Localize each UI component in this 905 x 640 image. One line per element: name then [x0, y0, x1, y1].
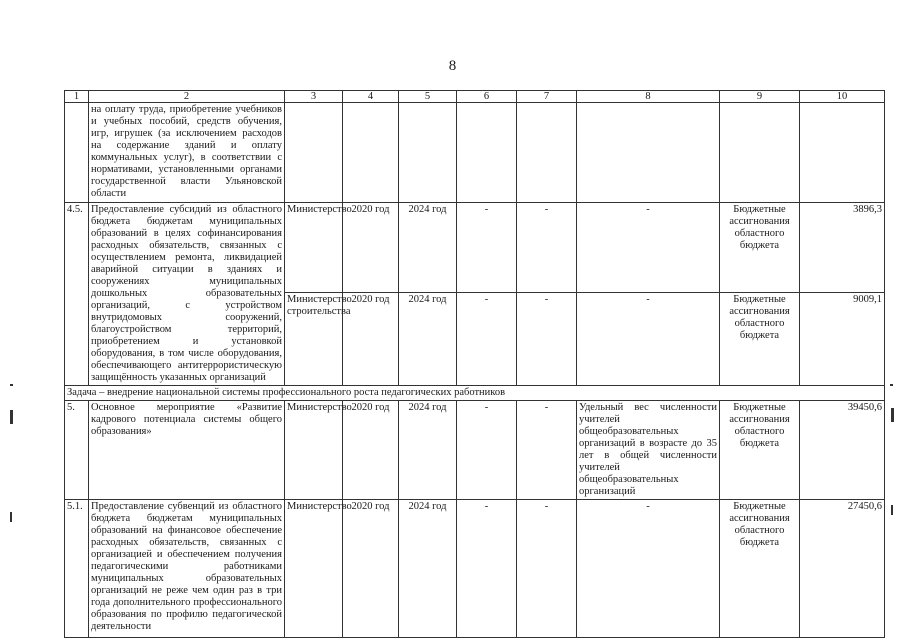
scan-mark: [890, 384, 893, 386]
end-year-cell: 2024 год: [399, 293, 457, 386]
dash-cell: -: [577, 500, 720, 638]
scan-mark: [10, 512, 12, 522]
row-number-cell: 4.5.: [65, 203, 89, 386]
dash-cell: -: [517, 203, 577, 293]
measure-name-cell: Предоставление субсидий из областного бюджета бюджетам муниципальных образований в целях софинансирования расходных обязательств, связанных с осуществлением ремонта, ликвидацией аварийной ситуации в зданиях и сооружениях муниципальных дошкольных образовательных организаций, с устройством внутридомовых сооружений, благоустройством территорий, приобретением и установкой оборудования, в том числе оборудования, обеспечивающего антитеррористическую защищённость указанных организаций: [89, 203, 285, 386]
amount-cell: 3896,3: [800, 203, 885, 293]
dash-cell: -: [517, 500, 577, 638]
header-cell: 8: [577, 91, 720, 103]
row-number-cell: [65, 103, 89, 203]
header-cell: 10: [800, 91, 885, 103]
executor-cell: Министерство строительства: [285, 293, 343, 386]
executor-cell: Министерство: [285, 500, 343, 638]
scan-mark: [891, 505, 893, 515]
funding-source-cell: Бюджетные ассигнования областного бюджета: [720, 401, 800, 500]
row-number-cell: 5.1.: [65, 500, 89, 638]
start-year-cell: 2020 год: [343, 293, 399, 386]
dash-cell: -: [457, 401, 517, 500]
header-cell: 5: [399, 91, 457, 103]
header-cell: 3: [285, 91, 343, 103]
dash-cell: -: [517, 401, 577, 500]
dash-cell: -: [517, 293, 577, 386]
task-heading: Задача – внедрение национальной системы профессионального роста педагогических работников: [65, 386, 885, 401]
scan-mark: [10, 410, 13, 424]
executor-cell: Министерство: [285, 203, 343, 293]
funding-source-cell: Бюджетные ассигнования областного бюджета: [720, 293, 800, 386]
amount-cell: 39450,6: [800, 401, 885, 500]
table-row: [65, 500, 885, 638]
start-year-cell: 2020 год: [343, 401, 399, 500]
end-year-cell: 2024 год: [399, 203, 457, 293]
header-cell: 7: [517, 91, 577, 103]
header-cell: 1: [65, 91, 89, 103]
header-cell: 2: [89, 91, 285, 103]
end-year-cell: 2024 год: [399, 500, 457, 638]
table-row: [65, 203, 885, 293]
dash-cell: -: [457, 203, 517, 293]
amount-cell: 9009,1: [800, 293, 885, 386]
row-number-cell: 5.: [65, 401, 89, 500]
header-cell: 9: [720, 91, 800, 103]
task-row: [65, 386, 885, 401]
funding-source-cell: Бюджетные ассигнования областного бюджета: [720, 203, 800, 293]
start-year-cell: 2020 год: [343, 500, 399, 638]
dash-cell: -: [457, 500, 517, 638]
table-header-row: [65, 91, 885, 103]
start-year-cell: 2020 год: [343, 203, 399, 293]
table-row: [65, 401, 885, 500]
header-cell: 6: [457, 91, 517, 103]
table-row: [65, 103, 885, 203]
measure-name-cell: Предоставление субвенций из областного бюджета бюджетам муниципальных образований на финансовое обеспечение расходных обязательств, связанных с организацией и обеспечением получения педагогическими работниками муниципальных образовательных организаций не реже чем один раз в три года дополнительного профессионального образования по профилю педагогической деятельности: [89, 500, 285, 638]
scan-mark: [10, 384, 13, 386]
indicator-cell: Удельный вес численности учителей общеобразовательных организаций в возрасте до 35 лет в общей численности учителей общеобразовательных организаций: [577, 401, 720, 500]
dash-cell: -: [577, 203, 720, 293]
executor-cell: Министерство: [285, 401, 343, 500]
end-year-cell: 2024 год: [399, 401, 457, 500]
measure-name-cell: Основное мероприятие «Развитие кадрового потенциала системы общего образования»: [89, 401, 285, 500]
dash-cell: -: [457, 293, 517, 386]
scan-mark: [891, 408, 894, 422]
funding-source-cell: Бюджетные ассигнования областного бюджета: [720, 500, 800, 638]
page-number: 8: [448, 58, 457, 74]
amount-cell: 27450,6: [800, 500, 885, 638]
measure-name-cell: на оплату труда, приобретение учебников и учебных пособий, средств обучения, игр, игрушек (за исключением расходов на содержание зданий и оплату коммунальных услуг), в соответствии с нормативами, установленными органами государственной власти Ульяновской области: [89, 103, 285, 203]
header-cell: 4: [343, 91, 399, 103]
program-table: [64, 90, 885, 638]
dash-cell: -: [577, 293, 720, 386]
